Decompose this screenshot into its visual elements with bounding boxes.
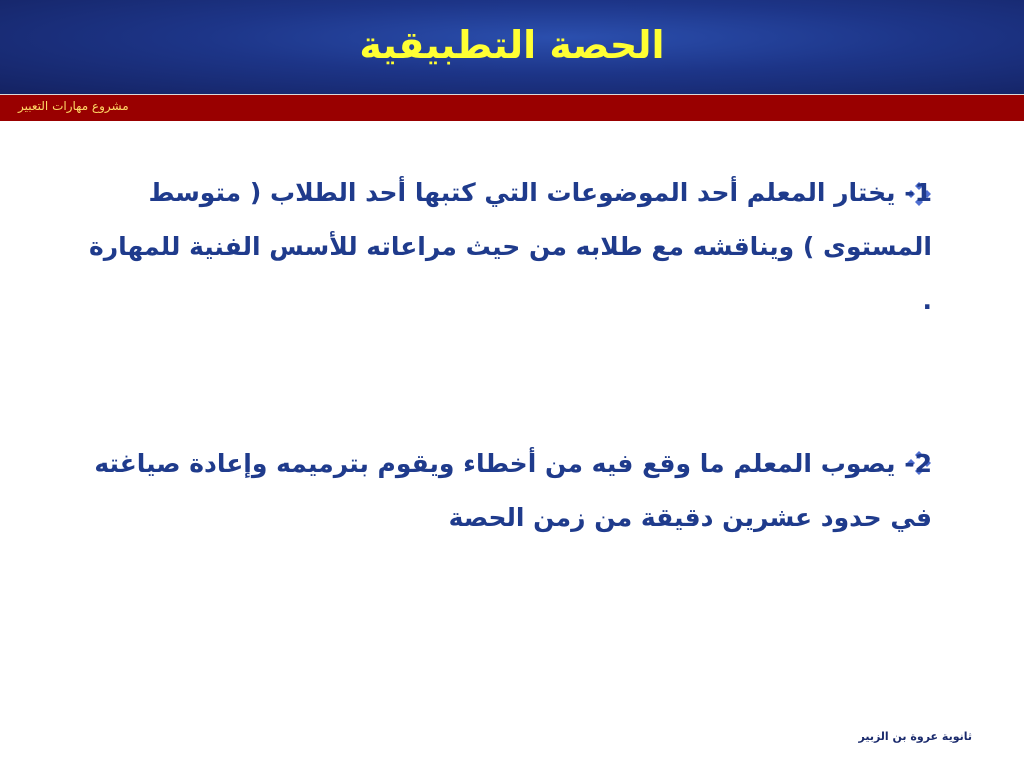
school-name-footer: ثانوية عروة بن الزبير <box>858 730 972 743</box>
title-bar <box>0 0 1024 94</box>
project-label: مشروع مهارات التعبير <box>18 99 129 113</box>
bullet-point-2: 2- يصوب المعلم ما وقع فيه من أخطاء ويقوم بترميمه وإعادة صياغته في حدود عشرين دقيقة من زمن الحصة <box>94 449 932 532</box>
bullet-point-1: 1- يختار المعلم أحد الموضوعات التي كتبها أحد الطلاب ( متوسط المستوى ) ويناقشه مع طلابه من حيث مراعاته للأسس الفنية للمهارة . <box>88 178 932 315</box>
slide-title: الحصة التطبيقية <box>359 23 665 67</box>
subtitle-bar <box>0 94 1024 121</box>
